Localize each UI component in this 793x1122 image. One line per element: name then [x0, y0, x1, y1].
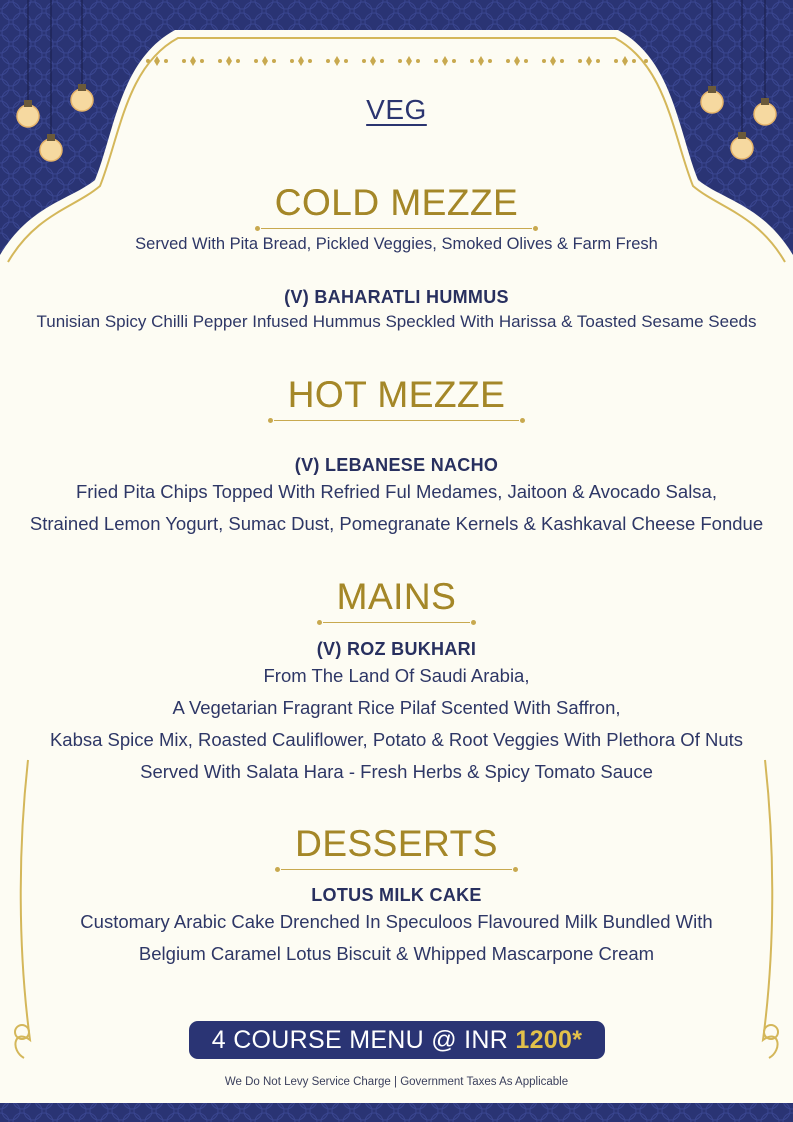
dish-name: (V) LEBANESE NACHO [294, 455, 499, 475]
section-title-desserts [0, 825, 793, 870]
dish-description-line: From The Land Of Saudi Arabia, [263, 665, 530, 686]
section-title-text: COLD MEZZE [274, 182, 519, 223]
menu-heading: VEG [366, 94, 427, 125]
section-title-text: MAINS [336, 576, 457, 617]
dish-description-line: A Vegetarian Fragrant Rice Pilaf Scented With Saffron, [172, 697, 621, 718]
dish-description-line: Belgium Caramel Lotus Biscuit & Whipped Mascarpone Cream [138, 943, 655, 964]
dish-name: (V) ROZ BUKHARI [316, 639, 477, 659]
price-banner [189, 1021, 605, 1059]
dish-description-line: Fried Pita Chips Topped With Refried Ful Medames, Jaitoon & Avocado Salsa, [76, 481, 717, 502]
section-subtitle: Served With Pita Bread, Pickled Veggies, Smoked Olives & Farm Fresh [135, 235, 658, 253]
dish-description: Tunisian Spicy Chilli Pepper Infused Hummus Speckled With Harissa & Toasted Sesame Seeds [36, 312, 757, 331]
footer-note: We Do Not Levy Service Charge | Government Taxes As Applicable [224, 1076, 569, 1088]
section-title-hot-mezze [0, 376, 793, 421]
dish-description-line: Served With Salata Hara - Fresh Herbs & Spicy Tomato Sauce [140, 761, 653, 782]
price-label: 4 COURSE MENU @ INR [211, 1026, 516, 1054]
section-title-text: DESSERTS [295, 823, 498, 864]
price-amount: 1200* [515, 1026, 583, 1054]
section-title-mains [0, 578, 793, 623]
section-title-text: HOT MEZZE [287, 374, 506, 415]
dish-description-line: Kabsa Spice Mix, Roasted Cauliflower, Potato & Root Veggies With Plethora Of Nuts [49, 729, 744, 750]
section-title-cold-mezze [0, 184, 793, 229]
dish-name: LOTUS MILK CAKE [311, 885, 482, 905]
dish-name: (V) BAHARATLI HUMMUS [284, 287, 509, 307]
dish-description-line: Customary Arabic Cake Drenched In Speculoos Flavoured Milk Bundled With [80, 911, 713, 932]
dish-description-line: Strained Lemon Yogurt, Sumac Dust, Pomegranate Kernels & Kashkaval Cheese Fondue [29, 513, 764, 534]
